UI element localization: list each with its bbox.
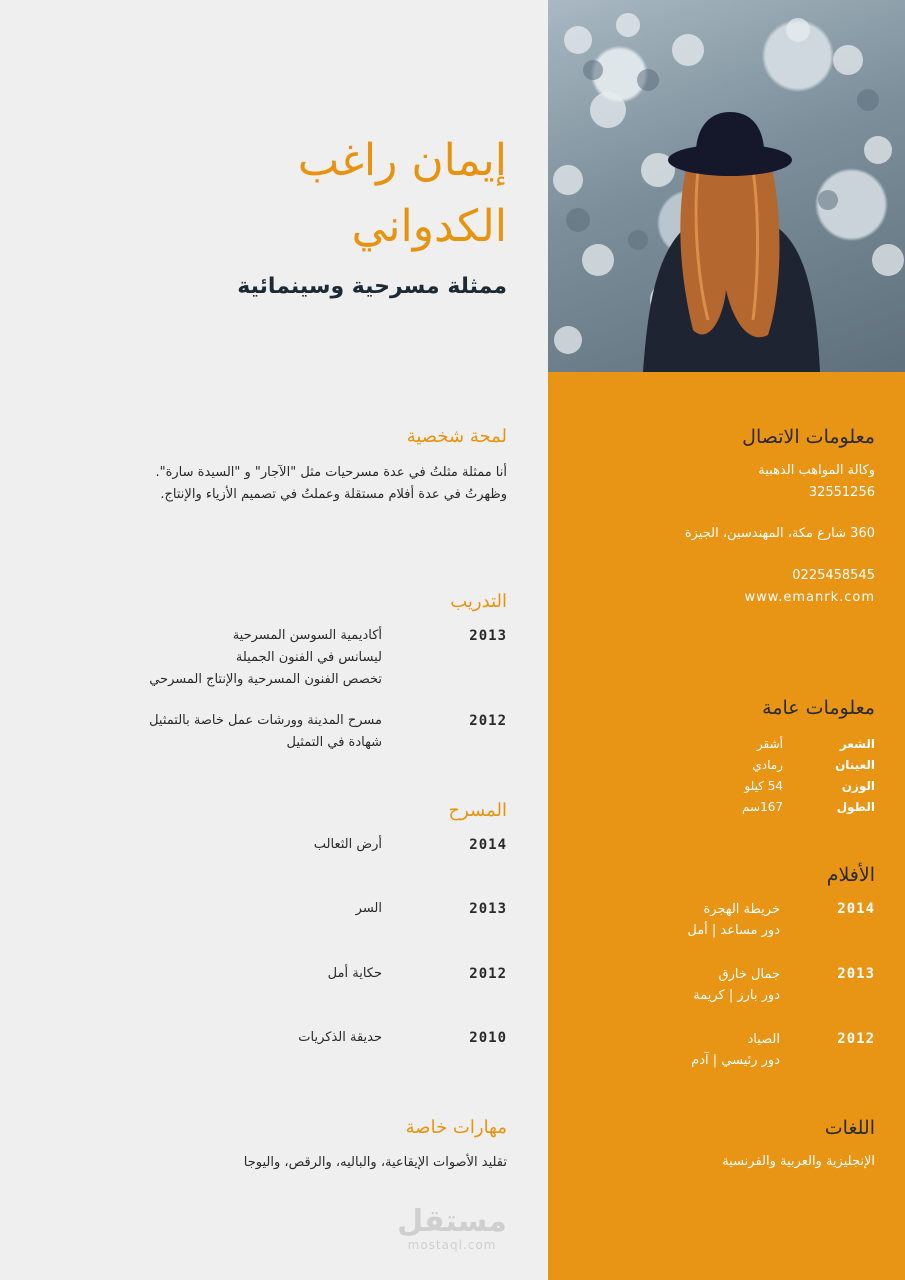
mostaql-watermark — [396, 1206, 508, 1252]
theatre-year: 2014 — [469, 837, 507, 853]
profile-photo — [548, 0, 905, 372]
profile-text — [67, 462, 507, 506]
theatre-title: أرض الثعالب — [313, 837, 382, 852]
training-item — [77, 625, 507, 695]
woman-in-hat-illustration — [548, 0, 905, 372]
theatre-item — [77, 898, 507, 922]
training-line: مسرح المدينة وورشات عمل خاصة بالتمثيل — [149, 713, 382, 728]
profile-line-2: وظهرتُ في عدة أفلام مستقلة وعملتُ في تصميم الأزياء والإنتاج. — [160, 487, 507, 502]
contact-details — [575, 565, 875, 609]
film-title: الصياد — [747, 1032, 780, 1047]
watermark-arabic: مستقل — [397, 1204, 507, 1239]
general-item — [575, 755, 875, 776]
training-year: 2013 — [469, 628, 507, 644]
theatre-item — [77, 834, 507, 858]
training-details — [62, 625, 382, 691]
general-key: العينان — [835, 758, 875, 772]
skills-text: تقليد الأصوات الإيقاعية، والباليه، والرقص، واليوجا — [243, 1155, 507, 1170]
theatre-title: السر — [355, 901, 382, 916]
general-item — [575, 797, 875, 818]
languages-heading: اللغات — [824, 1117, 875, 1139]
general-value: رمادي — [752, 758, 783, 772]
film-title: جمال خارق — [718, 967, 780, 982]
person-role: ممثلة مسرحية وسينمائية — [237, 274, 507, 299]
theatre-year: 2013 — [469, 901, 507, 917]
agency-name: وكالة المواهب الذهبية — [758, 463, 875, 478]
film-role: دور رئيسي | آدم — [691, 1053, 780, 1068]
agency-phone: 32551256 — [808, 485, 875, 500]
film-title: خريطة الهجرة — [703, 902, 780, 917]
name-line-2: الكدواني — [351, 201, 507, 252]
languages-text: الإنجليزية والعربية والفرنسية — [722, 1154, 875, 1169]
contact-address: 360 شارع مكة، المهندسين، الجيزة — [684, 526, 875, 541]
training-line: تخصص الفنون المسرحية والإنتاج المسرحي — [149, 672, 382, 687]
film-year: 2012 — [837, 1031, 875, 1047]
film-item — [575, 1029, 875, 1073]
theatre-item — [77, 1027, 507, 1051]
general-item — [575, 734, 875, 755]
film-year: 2013 — [837, 966, 875, 982]
theatre-title: حديقة الذكريات — [298, 1030, 382, 1045]
general-value: 167سم — [742, 800, 783, 814]
film-year: 2014 — [837, 901, 875, 917]
theatre-item — [77, 963, 507, 987]
profile-line-1: أنا ممثلة مثلتُ في عدة مسرحيات مثل "الآجار" و "السيدة سارة". — [155, 465, 507, 480]
name-line-1: إيمان راغب — [297, 135, 507, 186]
theatre-year: 2012 — [469, 966, 507, 982]
watermark-latin: mostaql.com — [407, 1238, 497, 1252]
training-line: شهادة في التمثيل — [286, 735, 382, 750]
training-year: 2012 — [469, 713, 507, 729]
theatre-title: حكاية أمل — [327, 966, 382, 981]
film-details — [580, 964, 780, 1006]
general-key: الطول — [836, 800, 875, 814]
training-item — [77, 710, 507, 760]
person-name — [67, 128, 507, 260]
profile-heading: لمحة شخصية — [406, 426, 507, 447]
training-line: ليسانس في الفنون الجميلة — [235, 650, 382, 665]
general-key: الشعر — [839, 737, 875, 751]
film-role: دور بارز | كريمة — [693, 988, 780, 1003]
general-heading: معلومات عامة — [762, 697, 875, 719]
general-value: أشقر — [756, 737, 783, 751]
training-details — [62, 710, 382, 754]
theatre-year: 2010 — [469, 1030, 507, 1046]
training-heading: التدريب — [450, 591, 507, 612]
theatre-heading: المسرح — [448, 800, 507, 821]
contact-agency — [575, 460, 875, 504]
film-item — [575, 899, 875, 943]
general-item — [575, 776, 875, 797]
skills-heading: مهارات خاصة — [405, 1117, 507, 1138]
film-item — [575, 964, 875, 1008]
film-details — [580, 899, 780, 941]
training-line: أكاديمية السوسن المسرحية — [232, 628, 382, 643]
sidebar-panel — [548, 372, 905, 1280]
contact-phone: 0225458545 — [792, 568, 875, 583]
films-heading: الأفلام — [826, 864, 875, 886]
general-key: الوزن — [841, 779, 875, 793]
contact-website[interactable]: www.emanrk.com — [744, 590, 875, 605]
film-role: دور مساعد | أمل — [687, 923, 780, 938]
general-value: 54 كيلو — [744, 779, 783, 793]
film-details — [580, 1029, 780, 1071]
contact-heading: معلومات الاتصال — [742, 426, 875, 448]
